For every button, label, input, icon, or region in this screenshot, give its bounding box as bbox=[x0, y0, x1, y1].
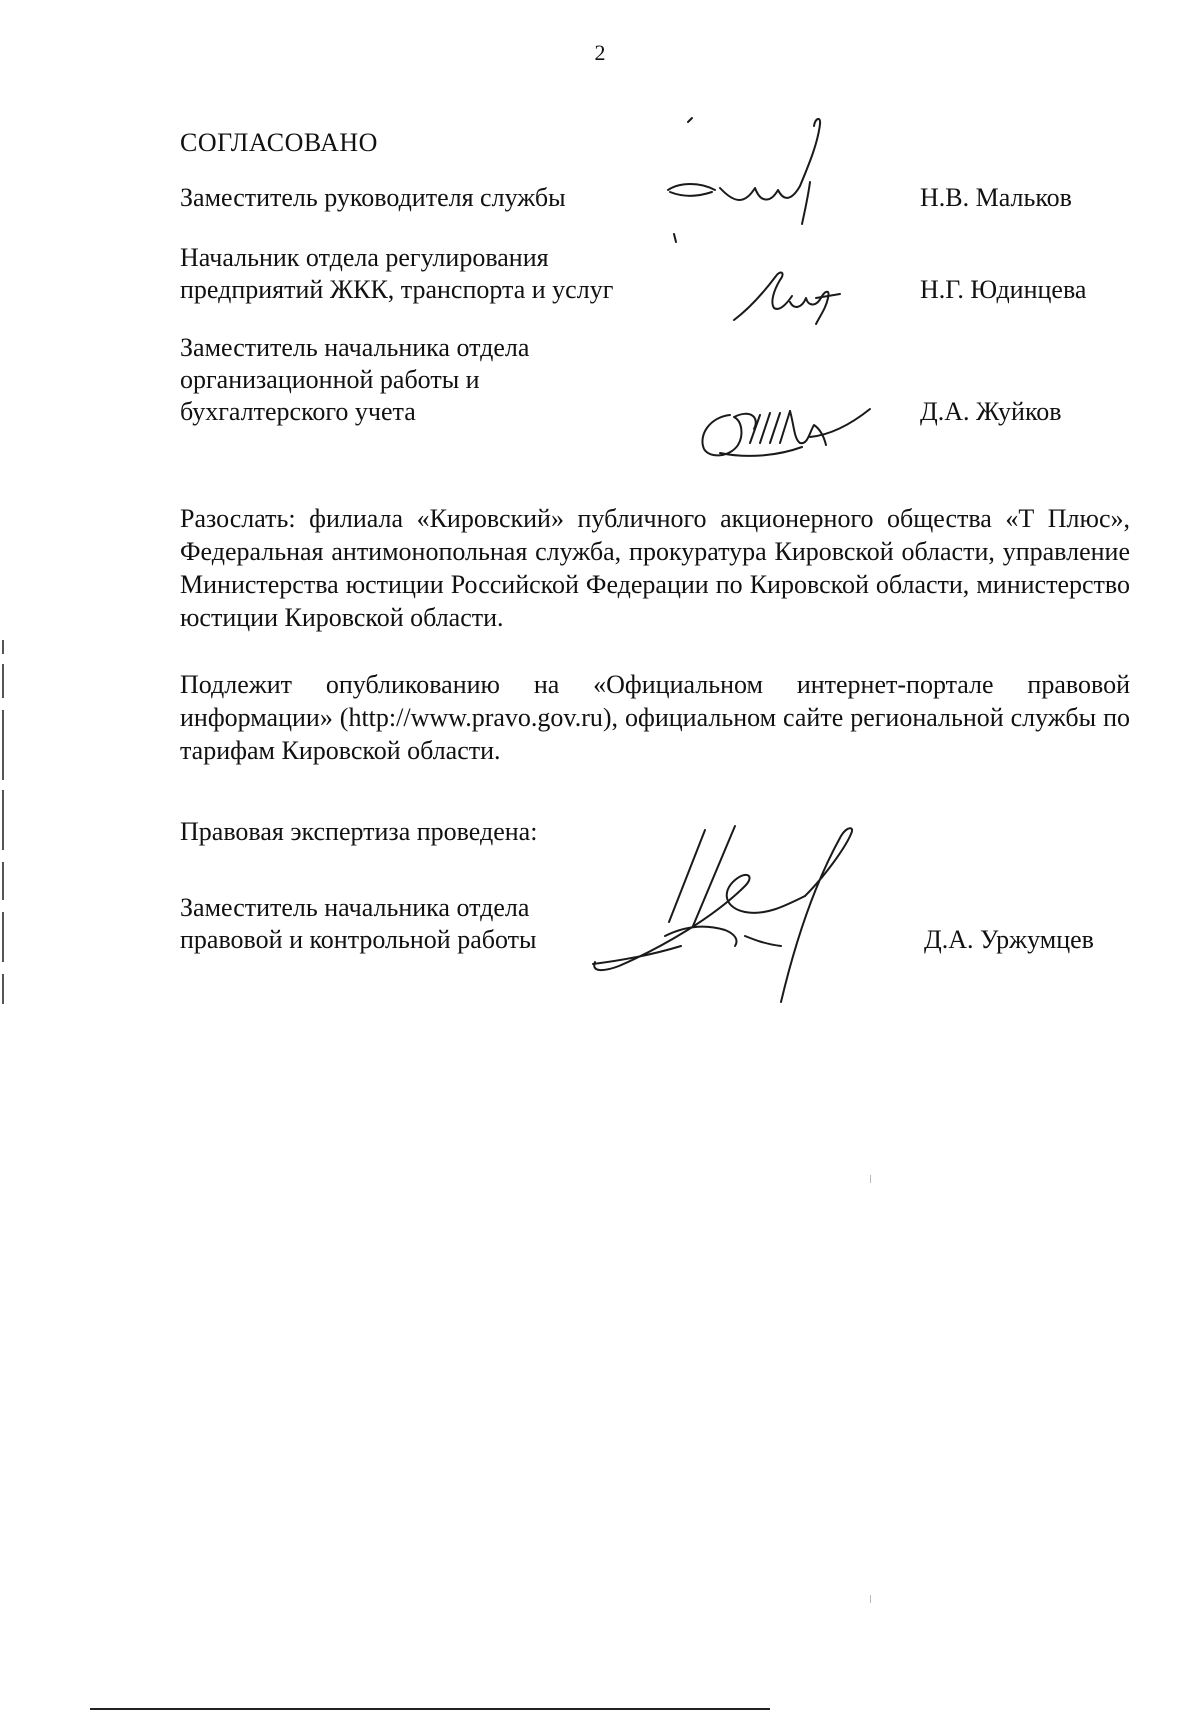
signature-yudintseva bbox=[730, 268, 850, 338]
signatory-name: Д.А. Жуйков bbox=[920, 397, 1062, 426]
signatory-row bbox=[180, 182, 1110, 214]
publication-paragraph: Подлежит опубликованию на «Официальном интернет-портале правовой информации» (http://www.pravo.gov.ru), официальном сайте региональной службы по тарифам Кировской области. bbox=[180, 670, 1130, 765]
signatory-position: Начальник отдела регулирования предприятий ЖКК, транспорта и услуг bbox=[180, 243, 614, 304]
signatory-name: Н.Г. Юдинцева bbox=[920, 275, 1087, 304]
signatory-row bbox=[180, 242, 1110, 306]
signatory-name: Н.В. Мальков bbox=[920, 183, 1072, 212]
scan-speck bbox=[870, 1175, 871, 1183]
legal-review-heading: Правовая экспертиза проведена: bbox=[180, 817, 538, 846]
scan-speck bbox=[870, 1595, 871, 1603]
distribution-paragraph: Разослать: филиала «Кировский» публичного акционерного общества «Т Плюс», Федеральная антимонопольная служба, прокуратура Кировской области, управление Министерства юстиции Российской Федерации по Кировской области, министерство юстиции Кировской области. bbox=[180, 504, 1130, 632]
page-number: 2 bbox=[594, 40, 606, 65]
bottom-rule bbox=[90, 1708, 770, 1710]
signature-malkov bbox=[660, 112, 880, 252]
signatory-position: Заместитель начальника отдела правовой и контрольной работы bbox=[180, 893, 537, 954]
signature-urzhumtsev bbox=[585, 826, 885, 1006]
signatory-name: Д.А. Уржумцев bbox=[924, 925, 1094, 954]
signatory-position: Заместитель начальника отдела организационной работы и бухгалтерского учета bbox=[180, 333, 530, 426]
signatory-row bbox=[180, 332, 1110, 428]
signature-zhuikov bbox=[690, 395, 890, 465]
approval-heading: СОГЛАСОВАНО bbox=[180, 128, 378, 157]
signatory-position: Заместитель руководителя службы bbox=[180, 183, 566, 212]
